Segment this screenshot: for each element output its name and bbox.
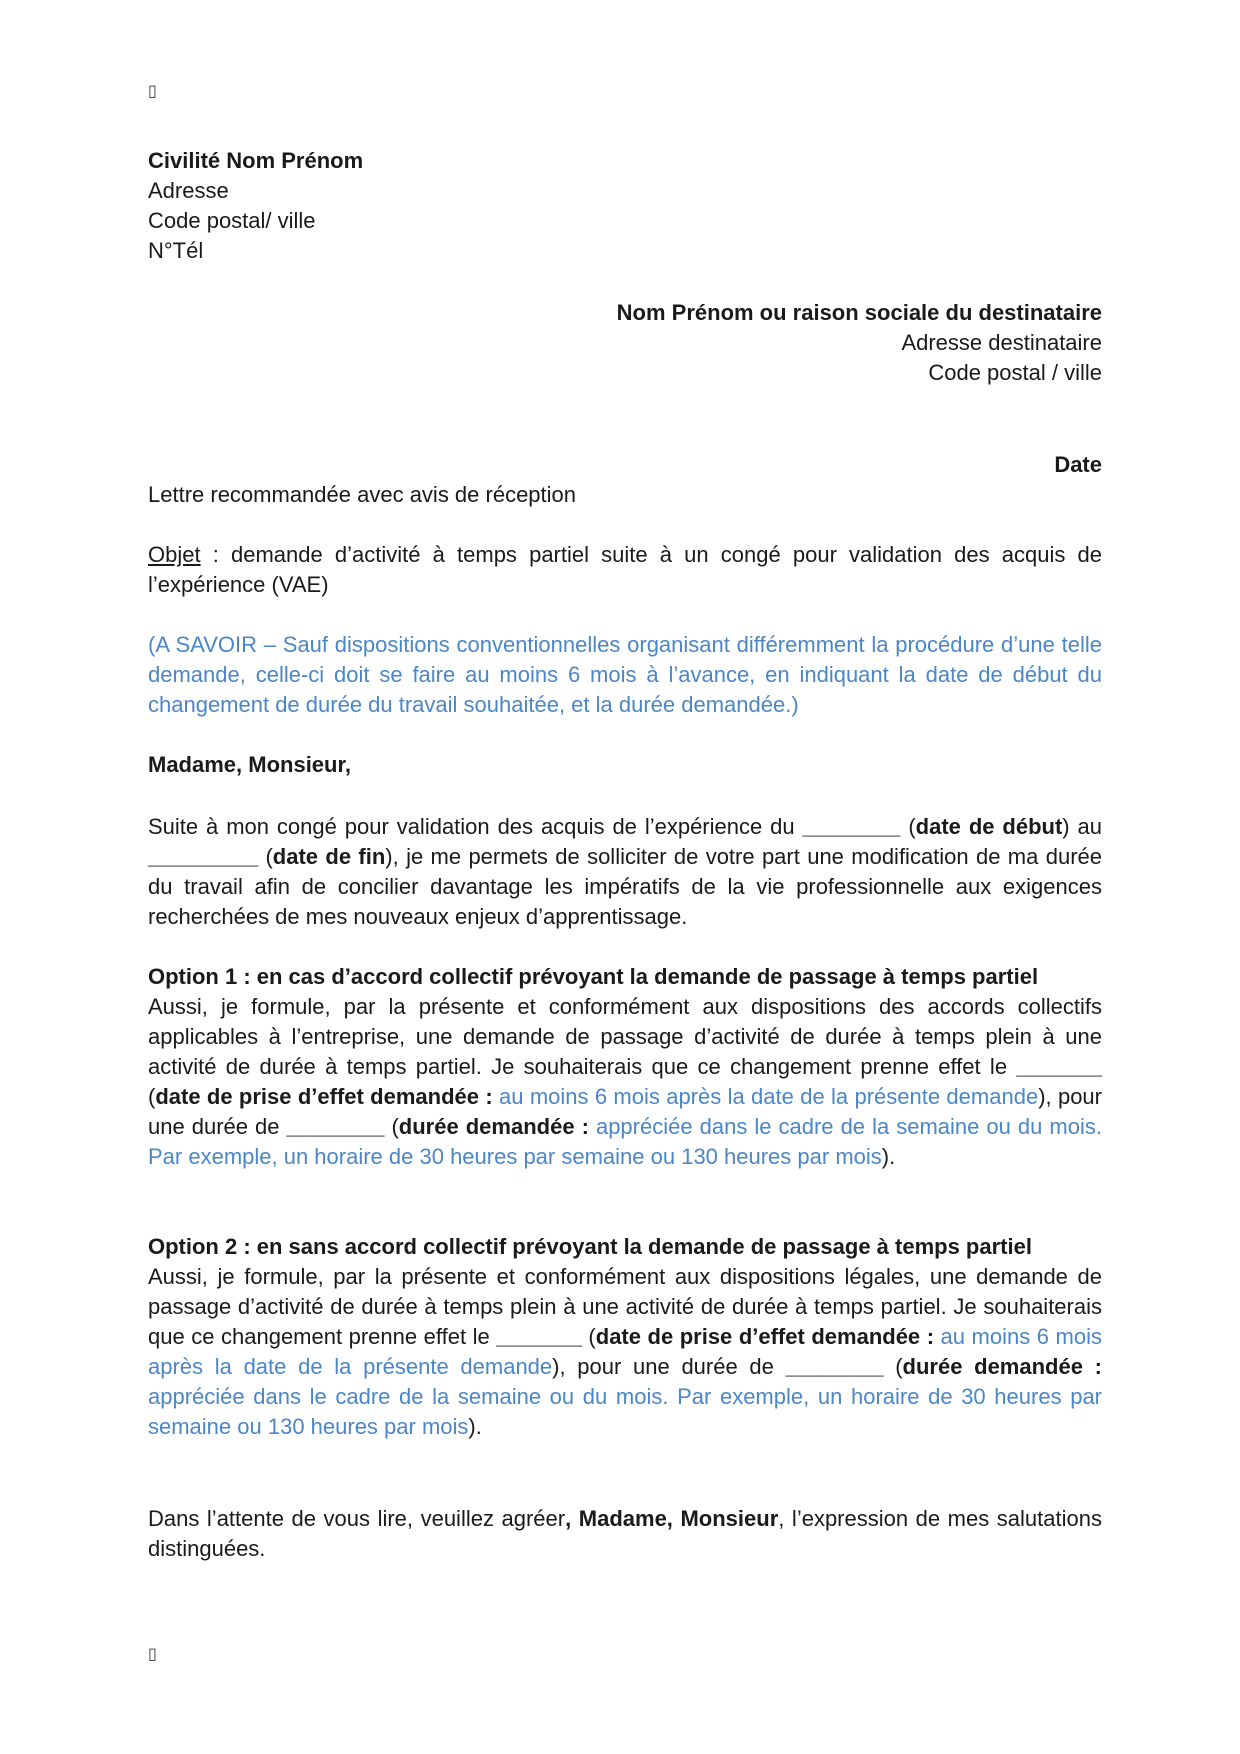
recipient-name: Nom Prénom ou raison sociale du destinataire: [616, 300, 1102, 325]
option2-bold: durée demandée :: [902, 1354, 1102, 1379]
sender-city: Code postal/ ville: [148, 208, 316, 233]
intro-text: (: [258, 844, 273, 869]
option1-text: ), pour une durée de: [148, 1084, 1102, 1139]
bottom-marker-icon: ▯: [148, 1646, 157, 1663]
intro-bold: date de début: [915, 814, 1063, 839]
notice-paragraph: (A SAVOIR – Sauf dispositions conventionnelles organisant différemment la procédure d’une telle demande, celle-ci doit se faire au moins 6 mois à l’avance, en indiquant la date de début du changement de durée du travail souhaitée, et la durée demandée.): [148, 632, 1102, 717]
option2-text: (: [581, 1324, 596, 1349]
blank-duration: ________: [286, 1114, 385, 1139]
intro-bold: date de fin: [272, 844, 386, 869]
option1-hint: appréciée dans le cadre de la semaine ou du mois. Par exemple, un horaire de 30 heures par semaine ou 130 heures par mois: [148, 1114, 1102, 1169]
sender-address: Adresse: [148, 178, 229, 203]
recipient-address: Adresse destinataire: [901, 330, 1102, 355]
delivery-mode: Lettre recommandée avec avis de réception: [148, 482, 577, 507]
closing-text: , l’expression de mes salutations distinguées.: [148, 1506, 1102, 1561]
intro-text: ), je me permets de solliciter de votre part une modification de ma durée du travail afin de concilier davantage les impératifs de la vie professionnelle aux exigences recherchées de mes nouveaux enjeux d’apprentissage.: [148, 844, 1102, 929]
blank-effective-date: _______: [496, 1324, 582, 1349]
option1-text: ).: [881, 1144, 896, 1169]
option1-text: (: [148, 1084, 156, 1109]
option1-text: Aussi, je formule, par la présente et conformément aux dispositions des accords collectifs applicables à l’entreprise, une demande de passage d’activité de durée à temps plein à une activité de durée à temps partiel. Je souhaiterais que ce changement prenne effet le: [148, 994, 1102, 1079]
blank-duration: ________: [785, 1354, 884, 1379]
closing-text: Dans l’attente de vous lire, veuillez agréer: [148, 1506, 566, 1531]
blank-date-start: ________: [802, 814, 901, 839]
option2-hint: au moins 6 mois après la date de la présente demande: [148, 1324, 1102, 1379]
option2-text: ).: [468, 1414, 482, 1439]
option2-text: (: [883, 1354, 903, 1379]
subject-paragraph: [148, 540, 1102, 600]
option2-text: Aussi, je formule, par la présente et conformément aux dispositions légales, une demande de passage d’activité de durée à temps plein à une activité de durée à temps partiel. Je souhaiterais que ce changement prenne effet le: [148, 1264, 1102, 1349]
option1-hint: au moins 6 mois après la date de la présente demande: [492, 1084, 1039, 1109]
option2-text: ), pour une durée de: [552, 1354, 786, 1379]
top-marker-icon: ▯: [148, 83, 157, 100]
sender-phone: N°Tél: [148, 238, 204, 263]
intro-paragraph: [148, 812, 1102, 932]
date-label: Date: [1054, 452, 1102, 477]
salutation: Madame, Monsieur,: [148, 752, 351, 777]
option2-hint: appréciée dans le cadre de la semaine ou du mois. Par exemple, un horaire de 30 heures par semaine ou 130 heures par mois: [148, 1384, 1102, 1439]
recipient-city: Code postal / ville: [928, 360, 1102, 385]
intro-text: (: [900, 814, 916, 839]
subject-text: : demande d’activité à temps partiel suite à un congé pour validation des acquis de l’expérience (VAE): [148, 542, 1102, 597]
option2-title: Option 2 : en sans accord collectif prévoyant la demande de passage à temps partiel: [148, 1234, 1032, 1259]
intro-text: ) au: [1062, 814, 1102, 839]
sender-name: Civilité Nom Prénom: [148, 148, 364, 173]
option2-paragraph: [148, 1262, 1102, 1442]
option1-bold: durée demandée :: [398, 1114, 589, 1139]
blank-effective-date: _______: [1016, 1054, 1102, 1079]
closing-bold: , Madame, Monsieur: [565, 1506, 779, 1531]
option2-bold: date de prise d’effet demandée :: [595, 1324, 935, 1349]
option1-paragraph: [148, 992, 1102, 1172]
closing-paragraph: [148, 1504, 1102, 1564]
intro-text: Suite à mon congé pour validation des acquis de l’expérience du: [148, 814, 803, 839]
option1-text: (: [384, 1114, 399, 1139]
subject-label: Objet: [148, 542, 201, 567]
option1-bold: date de prise d’effet demandée :: [155, 1084, 493, 1109]
blank-date-end: _________: [148, 844, 259, 869]
option1-title: Option 1 : en cas d’accord collectif prévoyant la demande de passage à temps partiel: [148, 964, 1039, 989]
